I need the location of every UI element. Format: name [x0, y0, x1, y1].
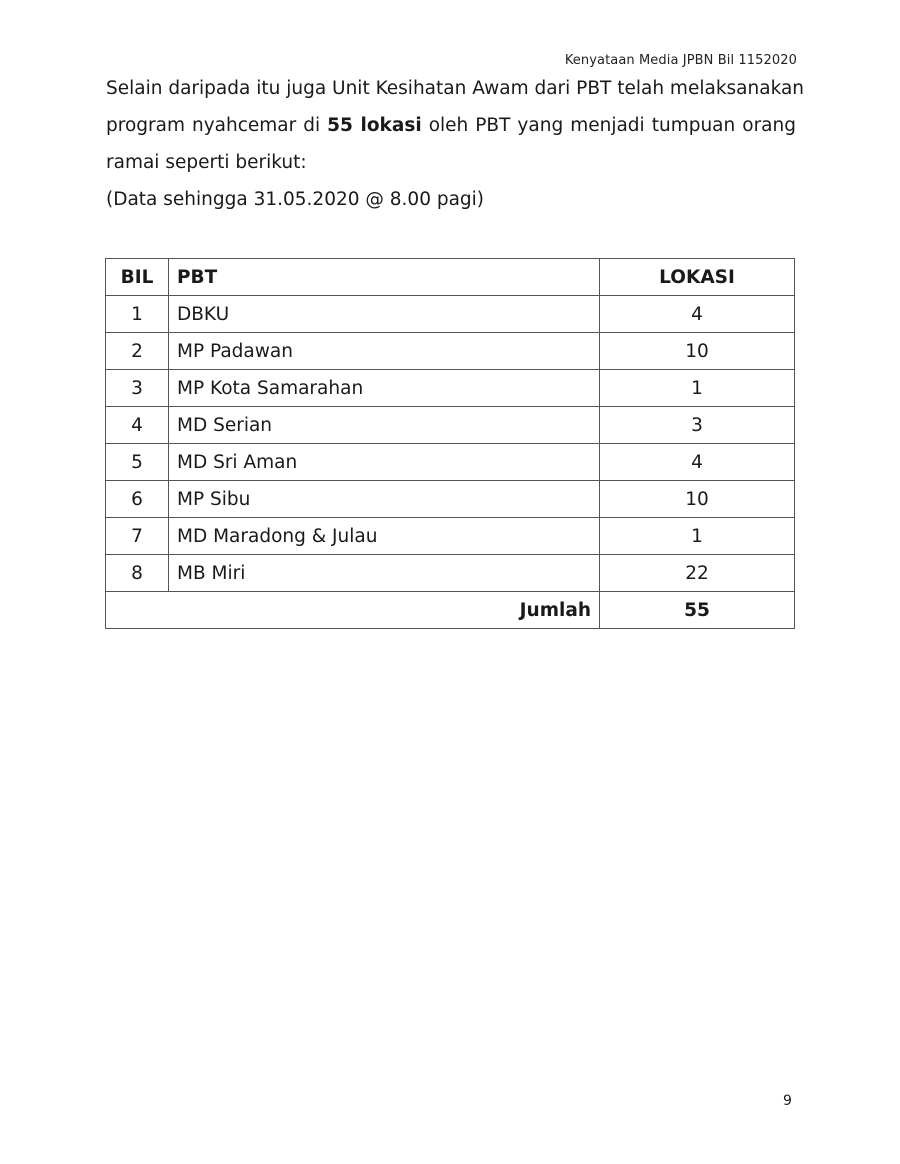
cell-bil: 5	[106, 444, 169, 481]
cell-lokasi: 22	[600, 555, 795, 592]
cell-bil: 3	[106, 370, 169, 407]
cell-pbt: MD Sri Aman	[169, 444, 600, 481]
cell-lokasi: 1	[600, 370, 795, 407]
cell-lokasi: 4	[600, 296, 795, 333]
cell-lokasi: 10	[600, 333, 795, 370]
cell-bil: 2	[106, 333, 169, 370]
table-row	[106, 333, 795, 370]
paragraph-line-2-start: program nyahcemar di	[106, 115, 328, 136]
table-row	[106, 555, 795, 592]
cell-pbt: DBKU	[169, 296, 600, 333]
total-value: 55	[600, 592, 795, 629]
cell-lokasi: 10	[600, 481, 795, 518]
cell-bil: 1	[106, 296, 169, 333]
cell-bil: 4	[106, 407, 169, 444]
header-bil: BIL	[106, 259, 169, 296]
header-lokasi: LOKASI	[600, 259, 795, 296]
table-row	[106, 444, 795, 481]
intro-paragraph	[106, 70, 805, 181]
total-label: Jumlah	[106, 592, 600, 629]
cell-bil: 7	[106, 518, 169, 555]
header-pbt: PBT	[169, 259, 600, 296]
cell-pbt: MP Kota Samarahan	[169, 370, 600, 407]
table-header-row	[106, 259, 795, 296]
cell-pbt: MP Sibu	[169, 481, 600, 518]
cell-bil: 8	[106, 555, 169, 592]
paragraph-line-2	[106, 107, 796, 144]
cell-lokasi: 4	[600, 444, 795, 481]
table-total-row	[106, 592, 795, 629]
data-date-note: (Data sehingga 31.05.2020 @ 8.00 pagi)	[106, 189, 485, 210]
cell-bil: 6	[106, 481, 169, 518]
table-row	[106, 296, 795, 333]
cell-lokasi: 3	[600, 407, 795, 444]
table-row	[106, 407, 795, 444]
cell-pbt: MB Miri	[169, 555, 600, 592]
table-row	[106, 370, 795, 407]
cell-pbt: MD Maradong & Julau	[169, 518, 600, 555]
paragraph-line-2-end: oleh PBT yang menjadi tumpuan orang	[421, 115, 796, 136]
paragraph-line-1: Selain daripada itu juga Unit Kesihatan Awam dari PBT telah melaksanakan	[106, 78, 805, 99]
paragraph-line-3: ramai seperti berikut:	[106, 152, 307, 173]
page-number: 9	[783, 1093, 792, 1109]
cell-pbt: MD Serian	[169, 407, 600, 444]
cell-pbt: MP Padawan	[169, 333, 600, 370]
location-count-emphasis: 55 lokasi	[327, 115, 422, 136]
cell-lokasi: 1	[600, 518, 795, 555]
document-reference: Kenyataan Media JPBN Bil 1152020	[564, 53, 797, 68]
table-row	[106, 518, 795, 555]
table-row	[106, 481, 795, 518]
location-table	[105, 258, 795, 629]
